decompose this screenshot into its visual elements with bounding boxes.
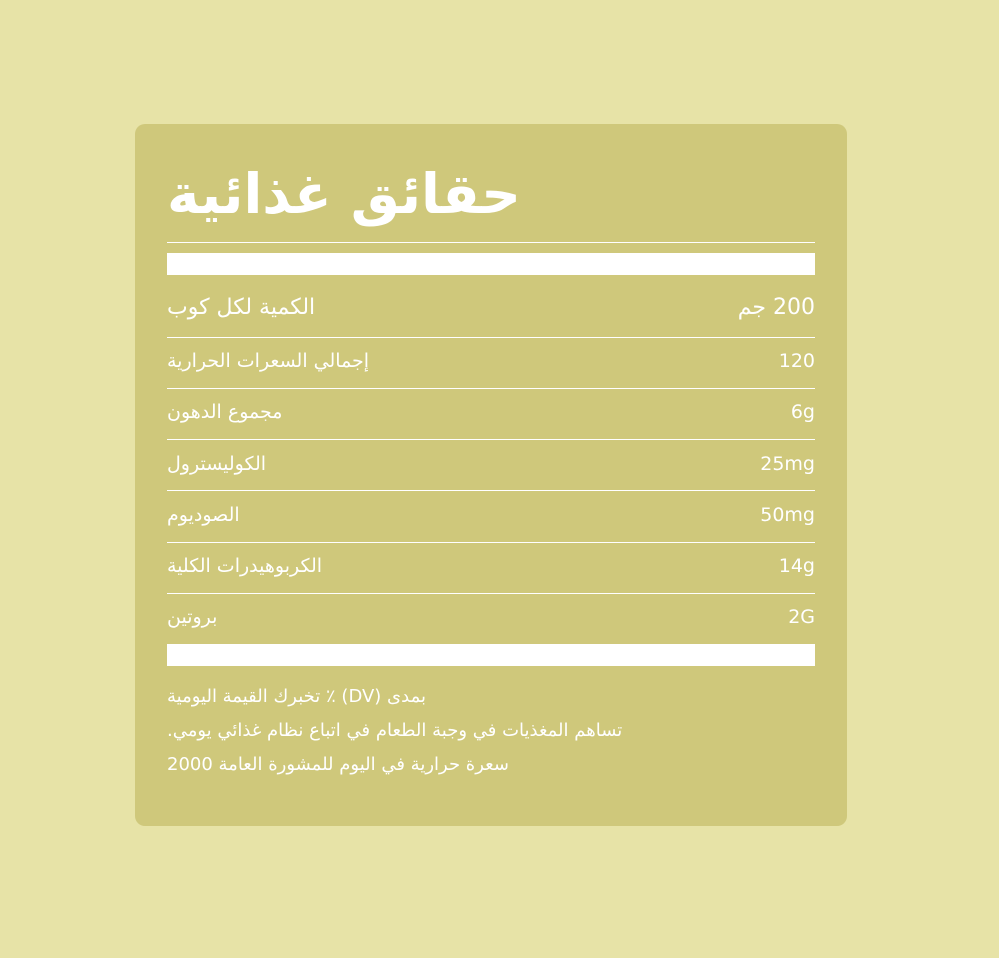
divider	[167, 242, 815, 243]
serving-size-row	[167, 290, 815, 326]
serving-size-value: 200 جم	[737, 295, 815, 320]
nutrient-value: 14g	[778, 555, 815, 577]
nutrient-row-carbohydrates	[167, 548, 815, 584]
divider	[167, 337, 815, 338]
nutrient-value: 50mg	[760, 504, 815, 526]
nutrient-label: الكوليسترول	[167, 453, 267, 475]
footnote-line	[167, 680, 815, 714]
footnote-line	[167, 714, 815, 748]
divider	[167, 490, 815, 491]
nutrient-row-sodium	[167, 497, 815, 533]
nutrient-value: 120	[778, 350, 815, 372]
thick-divider	[167, 253, 815, 275]
nutrient-row-total-fat	[167, 394, 815, 430]
serving-size-label: الكمية لكل كوب	[167, 295, 316, 320]
nutrition-facts-title: حقائق غذائية	[167, 162, 521, 226]
nutrient-value: 6g	[790, 401, 815, 423]
footnote-text: بمدى (DV) ٪ تخبرك القيمة اليومية	[167, 686, 426, 707]
divider	[167, 388, 815, 389]
nutrition-facts-card	[135, 124, 847, 826]
nutrient-label: الصوديوم	[167, 504, 240, 526]
divider	[167, 542, 815, 543]
footnote-text: سعرة حرارية في اليوم للمشورة العامة 2000	[167, 754, 509, 775]
daily-value-footnote	[167, 680, 815, 782]
nutrient-label: مجموع الدهون	[167, 401, 283, 423]
nutrient-label: بروتين	[167, 606, 218, 628]
nutrient-row-calories	[167, 343, 815, 379]
divider	[167, 593, 815, 594]
thick-divider	[167, 644, 815, 666]
nutrient-value: 2G	[788, 606, 815, 628]
footnote-line	[167, 748, 815, 782]
nutrient-row-protein	[167, 599, 815, 635]
nutrient-label: الكربوهيدرات الكلية	[167, 555, 323, 577]
footnote-text: تساهم المغذيات في وجبة الطعام في اتباع نظام غذائي يومي.	[167, 720, 623, 741]
divider	[167, 439, 815, 440]
nutrient-row-cholesterol	[167, 446, 815, 482]
nutrient-label: إجمالي السعرات الحرارية	[167, 350, 370, 372]
nutrient-value: 25mg	[760, 453, 815, 475]
